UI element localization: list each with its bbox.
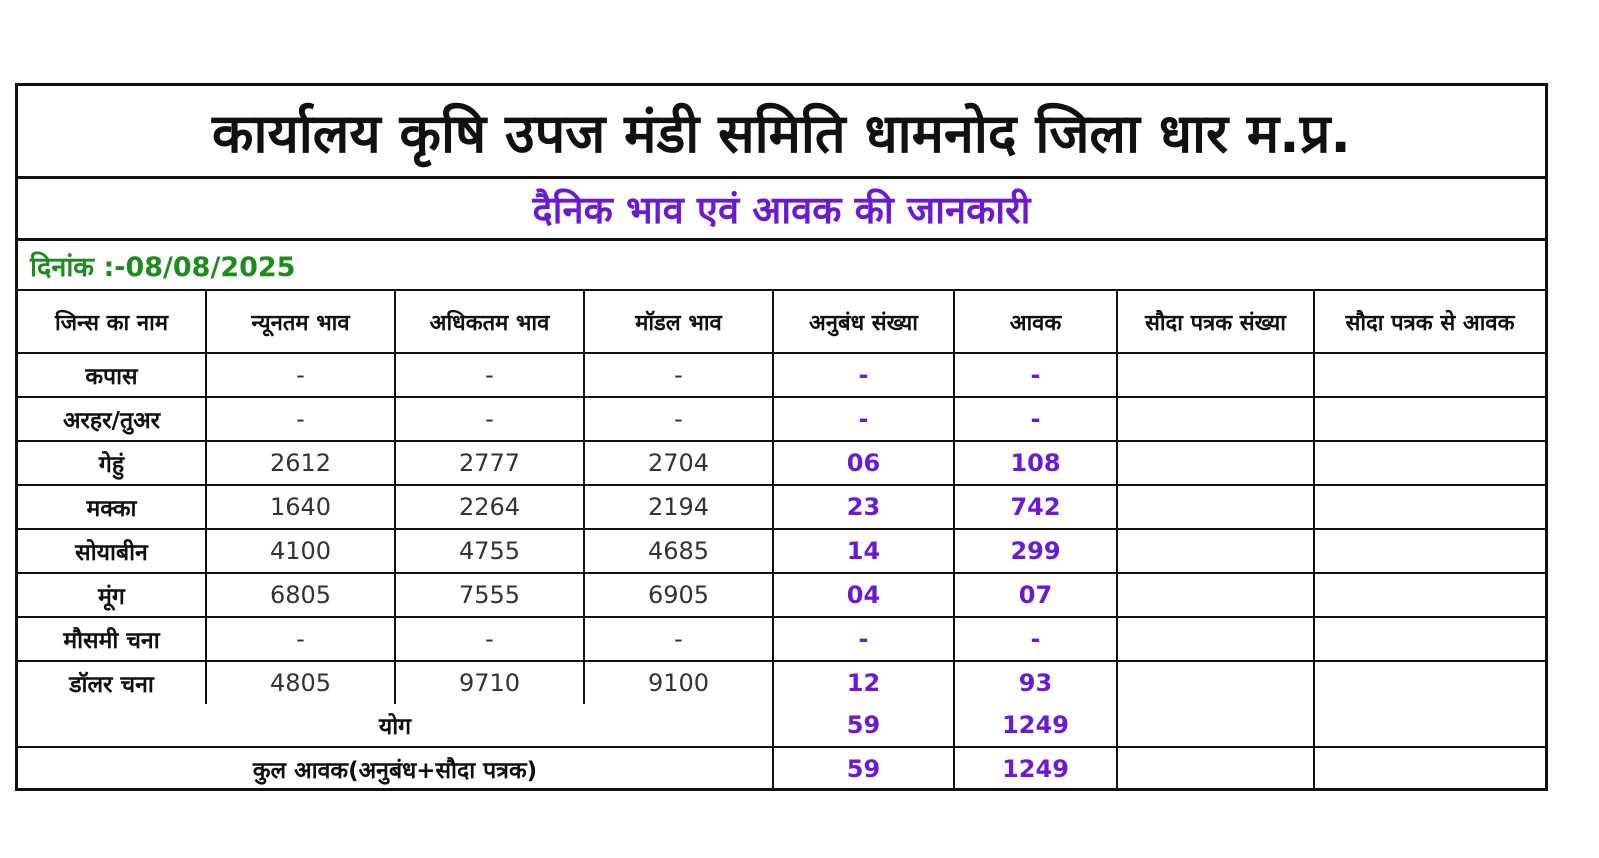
contract-count: 12 — [773, 661, 954, 704]
sauda-arrival — [1314, 441, 1545, 485]
grand-total-label: कुल आवक(अनुबंध+सौदा पत्रक) — [18, 747, 773, 790]
sauda-count — [1117, 353, 1314, 397]
arrival-qty: 108 — [954, 441, 1117, 485]
sauda-count — [1117, 485, 1314, 529]
min-price: - — [206, 397, 395, 441]
min-price: 2612 — [206, 441, 395, 485]
max-price: 4755 — [395, 529, 584, 573]
max-price: 9710 — [395, 661, 584, 704]
commodity-name: गेहुं — [18, 441, 206, 485]
table-header-row — [18, 291, 1545, 353]
column-header: अधिकतम भाव — [395, 291, 584, 353]
max-price: - — [395, 617, 584, 661]
arrival-qty: - — [954, 353, 1117, 397]
min-price: 4805 — [206, 661, 395, 704]
sauda-arrival — [1314, 573, 1545, 617]
model-price: 9100 — [584, 661, 773, 704]
max-price: 7555 — [395, 573, 584, 617]
total-sauda-arrival — [1314, 704, 1545, 747]
table-row — [18, 573, 1545, 617]
sauda-arrival — [1314, 661, 1545, 704]
report-subtitle: दैनिक भाव एवं आवक की जानकारी — [18, 179, 1545, 241]
max-price: - — [395, 397, 584, 441]
column-header: आवक — [954, 291, 1117, 353]
sauda-count — [1117, 617, 1314, 661]
contract-count: 06 — [773, 441, 954, 485]
column-header: सौदा पत्रक संख्या — [1117, 291, 1314, 353]
arrival-qty: 07 — [954, 573, 1117, 617]
arrival-qty: 742 — [954, 485, 1117, 529]
column-header: मॉडल भाव — [584, 291, 773, 353]
table-row — [18, 617, 1545, 661]
price-arrival-table — [18, 291, 1545, 790]
column-header: न्यूनतम भाव — [206, 291, 395, 353]
contract-count: - — [773, 397, 954, 441]
sauda-arrival — [1314, 353, 1545, 397]
report-date: दिनांक :-08/08/2025 — [18, 241, 1545, 291]
commodity-name: अरहर/तुअर — [18, 397, 206, 441]
model-price: - — [584, 353, 773, 397]
sauda-arrival — [1314, 529, 1545, 573]
contract-count: - — [773, 617, 954, 661]
total-sauda-count — [1117, 704, 1314, 747]
table-row — [18, 661, 1545, 704]
contract-count: 23 — [773, 485, 954, 529]
grand-total-arrival: 1249 — [954, 747, 1117, 790]
table-row — [18, 529, 1545, 573]
arrival-qty: 93 — [954, 661, 1117, 704]
min-price: 6805 — [206, 573, 395, 617]
grand-total-sauda-count — [1117, 747, 1314, 790]
min-price: - — [206, 353, 395, 397]
total-contracts: 59 — [773, 704, 954, 747]
model-price: - — [584, 617, 773, 661]
office-title: कार्यालय कृषि उपज मंडी समिति धामनोद जिला धार म.प्र. — [18, 86, 1545, 179]
table-row — [18, 441, 1545, 485]
min-price: 1640 — [206, 485, 395, 529]
arrival-qty: 299 — [954, 529, 1117, 573]
arrival-qty: - — [954, 617, 1117, 661]
max-price: - — [395, 353, 584, 397]
commodity-name: मौसमी चना — [18, 617, 206, 661]
sauda-arrival — [1314, 397, 1545, 441]
sauda-arrival — [1314, 617, 1545, 661]
total-label: योग — [18, 704, 773, 747]
model-price: - — [584, 397, 773, 441]
min-price: - — [206, 617, 395, 661]
arrival-qty: - — [954, 397, 1117, 441]
table-row — [18, 485, 1545, 529]
commodity-name: कपास — [18, 353, 206, 397]
commodity-name: सोयाबीन — [18, 529, 206, 573]
grand-total-row — [18, 747, 1545, 790]
grand-total-contracts: 59 — [773, 747, 954, 790]
max-price: 2264 — [395, 485, 584, 529]
sauda-count — [1117, 573, 1314, 617]
table-row — [18, 397, 1545, 441]
column-header: अनुबंध संख्या — [773, 291, 954, 353]
column-header: सौदा पत्रक से आवक — [1314, 291, 1545, 353]
column-header: जिन्स का नाम — [18, 291, 206, 353]
model-price: 4685 — [584, 529, 773, 573]
contract-count: 14 — [773, 529, 954, 573]
sauda-count — [1117, 529, 1314, 573]
max-price: 2777 — [395, 441, 584, 485]
sauda-count — [1117, 397, 1314, 441]
sauda-count — [1117, 661, 1314, 704]
model-price: 2194 — [584, 485, 773, 529]
contract-count: - — [773, 353, 954, 397]
total-arrival: 1249 — [954, 704, 1117, 747]
model-price: 6905 — [584, 573, 773, 617]
commodity-name: डॉलर चना — [18, 661, 206, 704]
grand-total-sauda-arrival — [1314, 747, 1545, 790]
price-report-frame — [15, 83, 1548, 791]
commodity-name: मक्का — [18, 485, 206, 529]
contract-count: 04 — [773, 573, 954, 617]
sauda-count — [1117, 441, 1314, 485]
model-price: 2704 — [584, 441, 773, 485]
commodity-name: मूंग — [18, 573, 206, 617]
sauda-arrival — [1314, 485, 1545, 529]
min-price: 4100 — [206, 529, 395, 573]
total-row — [18, 704, 1545, 747]
table-row — [18, 353, 1545, 397]
